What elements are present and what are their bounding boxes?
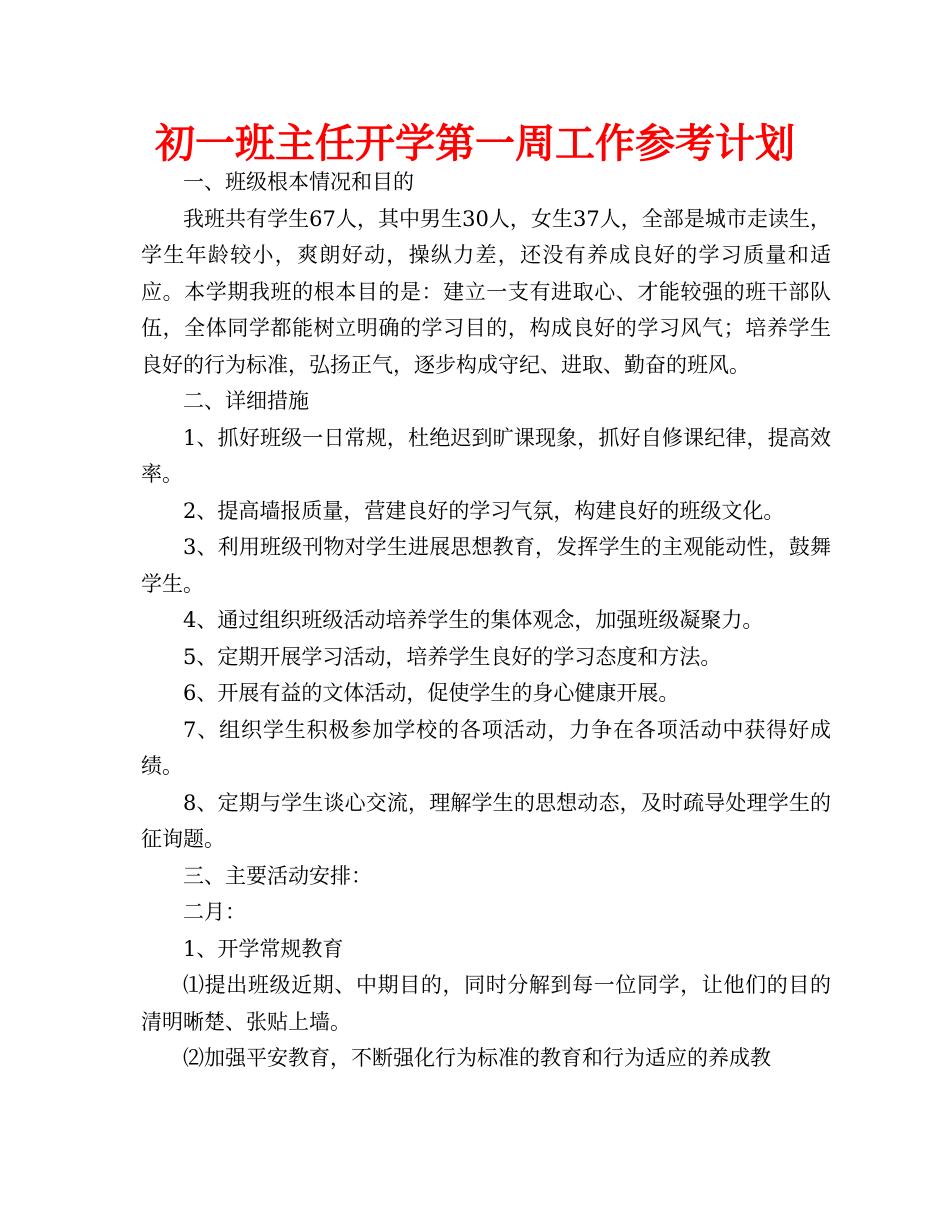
measure-item-5: 5、定期开展学习活动，培养学生良好的学习态度和方法。 [183,644,722,669]
section-heading-3: 三、主要活动安排： [183,863,372,888]
activity-subitem-1: ⑴提出班级近期、中期目的，同时分解到每一位同学，让他们的目的清明晰楚、张贴上墙。 [141,973,831,1034]
measure-item-2: 2、提高墙报质量，营建良好的学习气氛，构建良好的班级文化。 [183,498,785,523]
measure-item-4: 4、通过组织班级活动培养学生的集体观念，加强班级凝聚力。 [183,608,764,632]
activity-item-1: 1、开学常规教育 [183,936,344,961]
document-title: 初一班主任开学第一周工作参考计划 [155,121,795,167]
measure-item-3: 3、利用班级刊物对学生进展思想教育，发挥学生的主观能动性，鼓舞学生。 [141,535,831,596]
activity-subitem-2: ⑵加强平安教育，不断强化行为标准的教育和行为适应的养成教 [183,1046,771,1070]
document-body [141,164,831,1077]
section-heading-2: 二、详细措施 [183,389,309,413]
measure-item-1: 1、抓好班级一日常规，杜绝迟到旷课现象，抓好自修课纪律，提高效率。 [141,425,831,486]
measure-item-7: 7、组织学生积极参加学校的各项活动，力争在各项活动中获得好成绩。 [141,717,831,778]
month-heading-february: 二月： [183,900,246,924]
section-heading-1: 一、班级根本情况和目的 [183,170,414,194]
measure-item-6: 6、开展有益的文体活动，促使学生的身心健康开展。 [183,681,680,705]
measure-item-8: 8、定期与学生谈心交流，理解学生的思想动态，及时疏导处理学生的征询题。 [141,790,831,851]
paragraph-class-situation: 我班共有学生67人，其中男生30人，女生37人，全部是城市走读生，学生年龄较小，爽朗好动，操纵力差，还没有养成良好的学习质量和适应。本学期我班的根本目的是：建立一支有进取心、才能较强的班干部队伍，全体同学都能树立明确的学习目的，构成良好的学习风气；培养学生良好的行为标准，弘扬正气，逐步构成守纪、进取、勤奋的班风。 [141,206,831,377]
